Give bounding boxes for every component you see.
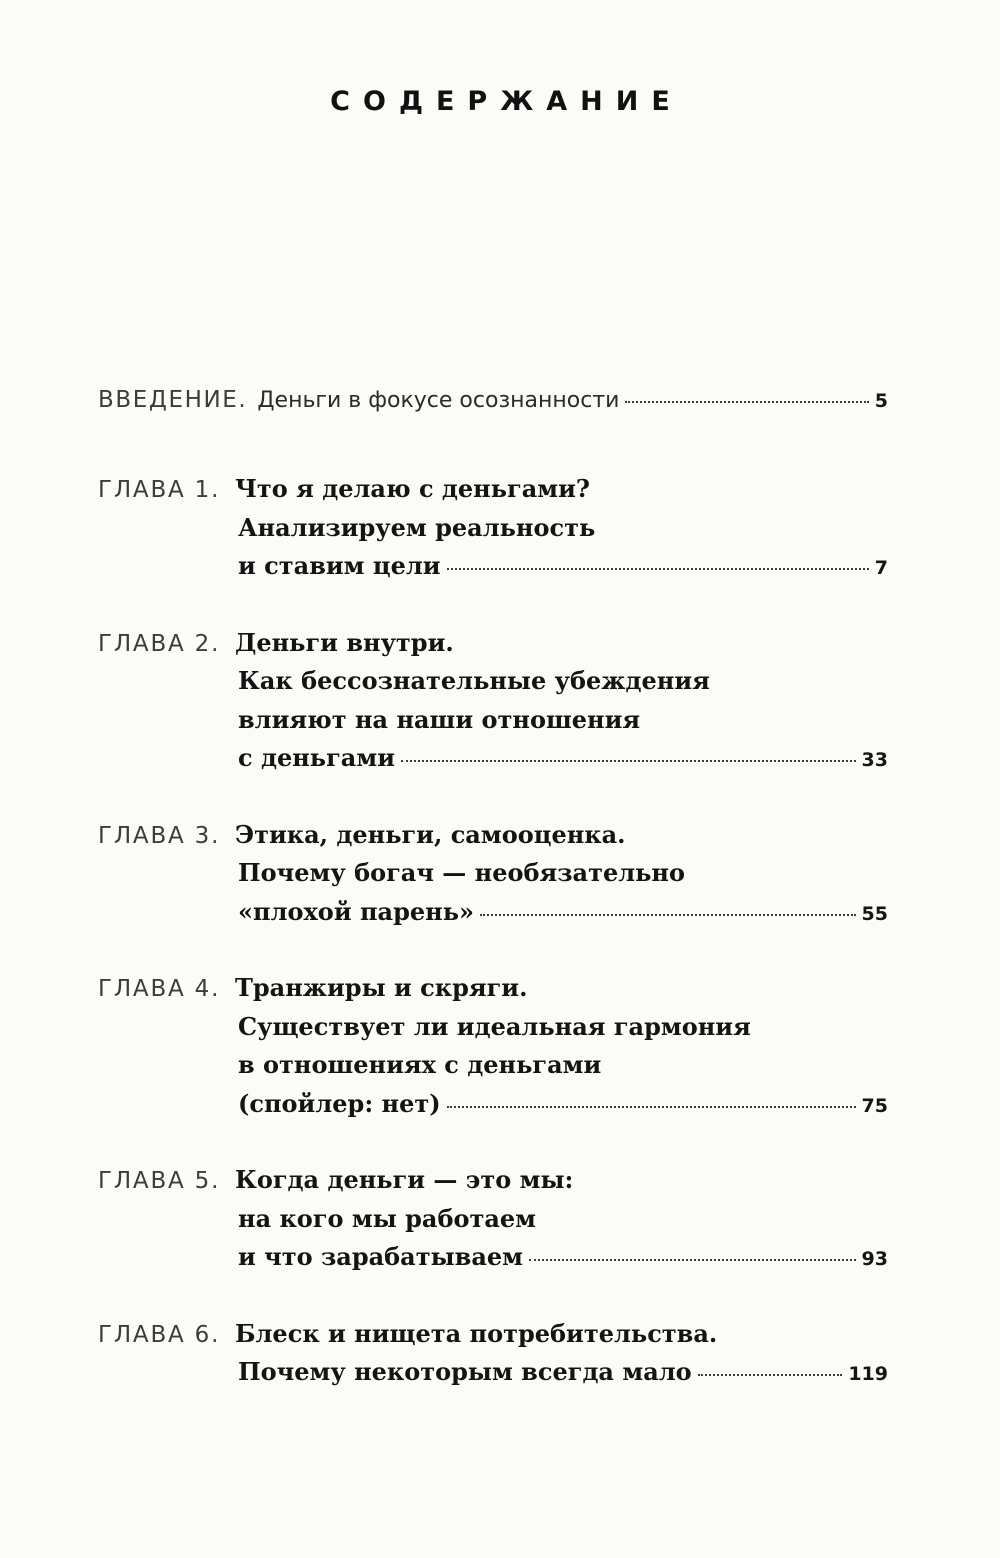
dot-leader (529, 1259, 856, 1261)
chapter-title-line: Почему некоторым всегда мало (238, 1357, 692, 1386)
chapter-label: ГЛАВА 2. (98, 630, 221, 657)
toc-entry-chapter-4[interactable] (98, 969, 888, 1123)
page-number: 5 (874, 390, 888, 412)
intro-label: ВВЕДЕНИЕ. (98, 387, 248, 413)
intro-title: Деньги в фокусе осознанности (257, 388, 620, 413)
page-number: 7 (874, 557, 888, 579)
chapter-title-line: с деньгами (238, 743, 395, 772)
page-number: 33 (861, 749, 888, 771)
chapter-title-line: (спойлер: нет) (238, 1088, 441, 1118)
chapter-title-line: «плохой парень» (238, 896, 474, 926)
page-number: 93 (861, 1248, 888, 1270)
page-title: СОДЕРЖАНИЕ (330, 86, 683, 117)
chapter-title-line: и что зарабатываем (238, 1242, 523, 1271)
dot-leader (401, 760, 856, 762)
chapter-title-line: влияют на наши отношения (238, 704, 641, 734)
page-number: 55 (861, 902, 888, 925)
toc-entry-chapter-3[interactable] (98, 816, 888, 932)
chapter-title-line: Блеск и нищета потребительства. (235, 1318, 718, 1348)
chapter-label: ГЛАВА 6. (98, 1321, 221, 1348)
chapter-label: ГЛАВА 4. (98, 976, 221, 1002)
chapter-title-line: Почему богач — необязательно (238, 858, 685, 887)
page-number: 75 (861, 1094, 888, 1117)
dot-leader (625, 401, 868, 403)
toc-entry-chapter-2[interactable] (98, 624, 888, 778)
page-number: 119 (848, 1363, 888, 1385)
chapter-label: ГЛАВА 1. (98, 477, 221, 503)
chapter-title-line: на кого мы работаем (238, 1203, 537, 1233)
chapter-title-line: Анализируем реальность (238, 512, 596, 542)
chapter-title-line: Транжиры и скряги. (235, 973, 528, 1002)
chapter-title-line: и ставим цели (238, 551, 441, 580)
chapter-title-line: Что я делаю с деньгами? (235, 474, 590, 503)
toc-entry-intro[interactable] (98, 380, 888, 421)
toc-entry-chapter-5[interactable] (98, 1161, 888, 1277)
dot-leader (447, 1106, 856, 1108)
chapter-title-line: Существует ли идеальная гармония (238, 1011, 751, 1041)
chapter-title-line: Деньги внутри. (235, 627, 454, 657)
chapter-title-line: Этика, деньги, самооценка. (235, 819, 626, 849)
toc-entry-chapter-6[interactable] (98, 1315, 888, 1392)
chapter-title-line: Как бессознательные убеждения (238, 666, 710, 695)
chapter-title-line: в отношениях с деньгами (238, 1050, 602, 1079)
chapter-label: ГЛАВА 3. (98, 822, 221, 849)
dot-leader (698, 1374, 843, 1376)
toc-entry-chapter-1[interactable] (98, 470, 888, 586)
dot-leader (447, 568, 869, 570)
table-of-contents (0, 380, 1000, 1392)
dot-leader (480, 914, 856, 916)
chapter-label: ГЛАВА 5. (98, 1168, 221, 1194)
chapter-title-line: Когда деньги — это мы: (235, 1165, 574, 1194)
